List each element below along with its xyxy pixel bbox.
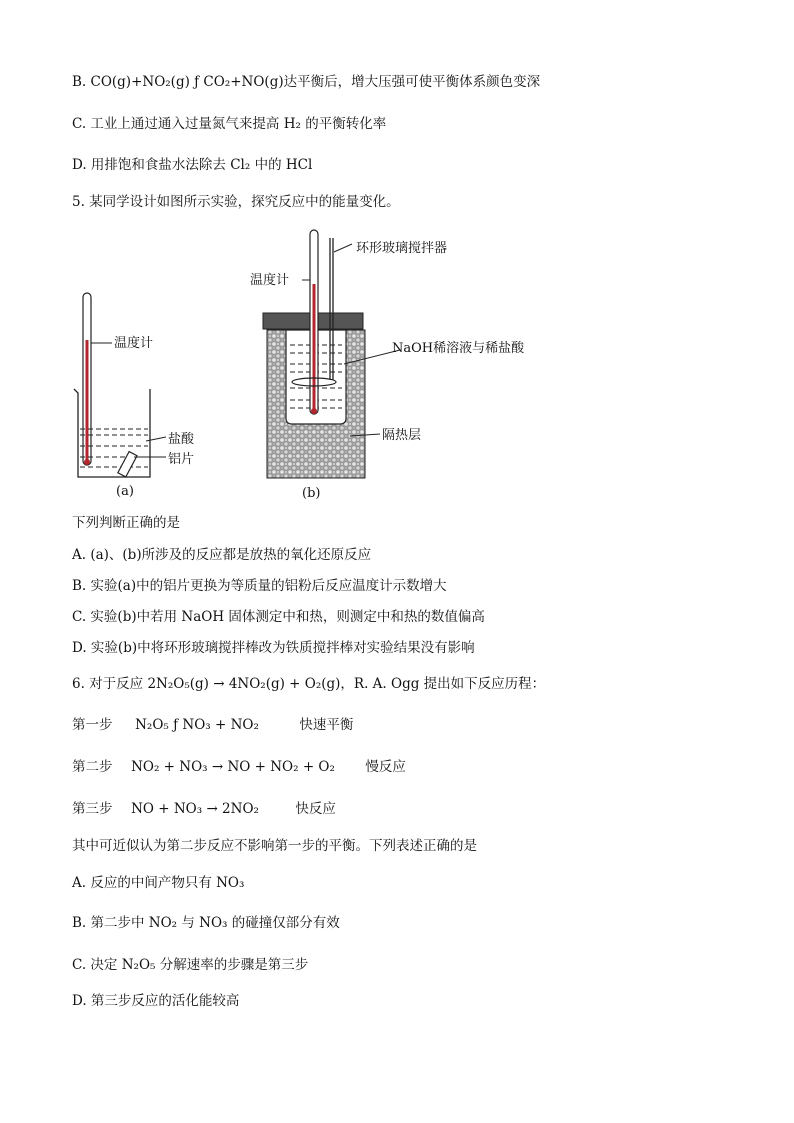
thermometer-b-label: 温度计 <box>250 273 290 288</box>
q4-option-b: B. CO(g)+NO₂(g) ƒ CO₂+NO(g)达平衡后，增大压强可使平衡体系颜色变深 <box>72 74 541 90</box>
q6-option-a: A. 反应的中间产物只有 NO₃ <box>72 875 245 891</box>
thermometer-a-label: 温度计 <box>114 336 154 351</box>
q6-step-1-name: 第一步 <box>72 717 113 733</box>
q5-option-b: B. 实验(a)中的铝片更换为等质量的铝粉后反应温度计示数增大 <box>72 578 447 594</box>
stirrer-label: 环形玻璃搅拌器 <box>356 241 448 256</box>
solution-label: NaOH稀溶液与稀盐酸 <box>392 341 525 356</box>
q6-step-2 <box>72 757 406 777</box>
q6-step-1-note: 快速平衡 <box>299 717 354 733</box>
q6-step-3-name: 第三步 <box>72 801 113 817</box>
thermometer-a-mercury <box>86 340 89 462</box>
figure-b-caption: (b) <box>302 486 321 501</box>
q6-step-3-note: 快反应 <box>295 801 336 817</box>
q6-option-b: B. 第二步中 NO₂ 与 NO₃ 的碰撞仅部分有效 <box>72 915 340 931</box>
q6-prompt: 其中可近似认为第二步反应不影响第一步的平衡。下列表述正确的是 <box>72 838 477 854</box>
aluminum-label: 铝片 <box>168 452 195 467</box>
q5-prompt: 下列判断正确的是 <box>72 515 180 531</box>
q6-step-3-equation: NO + NO₃ → 2NO₂ <box>131 801 259 817</box>
q5-stem: 5. 某同学设计如图所示实验，探究反应中的能量变化。 <box>72 194 400 210</box>
q4-option-d: D. 用排饱和食盐水法除去 Cl₂ 中的 HCl <box>72 157 313 173</box>
q5-option-d: D. 实验(b)中将环形玻璃搅拌棒改为铁质搅拌棒对实验结果没有影响 <box>72 640 475 656</box>
q5-option-c: C. 实验(b)中若用 NaOH 固体测定中和热，则测定中和热的数值偏高 <box>72 609 485 625</box>
q6-step-3 <box>72 799 336 819</box>
thermometer-b-mercury <box>313 284 316 410</box>
q5-option-a: A. (a)、(b)所涉及的反应都是放热的氧化还原反应 <box>72 547 372 563</box>
q6-option-c: C. 决定 N₂O₅ 分解速率的步骤是第三步 <box>72 957 309 973</box>
q6-stem: 6. 对于反应 2N₂O₅(g) → 4NO₂(g) + O₂(g)，R. A. Ogg 提出如下反应历程： <box>72 676 546 692</box>
acid-label: 盐酸 <box>168 432 195 447</box>
q6-step-2-equation: NO₂ + NO₃ → NO + NO₂ + O₂ <box>131 759 335 775</box>
figure-a-beaker-diagram <box>60 285 210 505</box>
q6-option-d: D. 第三步反应的活化能较高 <box>72 993 240 1009</box>
insulation-label: 隔热层 <box>382 428 422 443</box>
q6-step-2-name: 第二步 <box>72 759 113 775</box>
q6-step-2-note: 慢反应 <box>365 759 406 775</box>
figure-b-calorimeter-diagram <box>240 222 570 507</box>
q6-step-1-equation: N₂O₅ ƒ NO₃ + NO₂ <box>135 717 259 733</box>
q6-step-1 <box>72 715 353 735</box>
aluminum-sheet <box>118 452 137 477</box>
q4-option-c: C. 工业上通过通入过量氮气来提高 H₂ 的平衡转化率 <box>72 116 387 132</box>
figure-a-caption: (a) <box>116 484 134 499</box>
